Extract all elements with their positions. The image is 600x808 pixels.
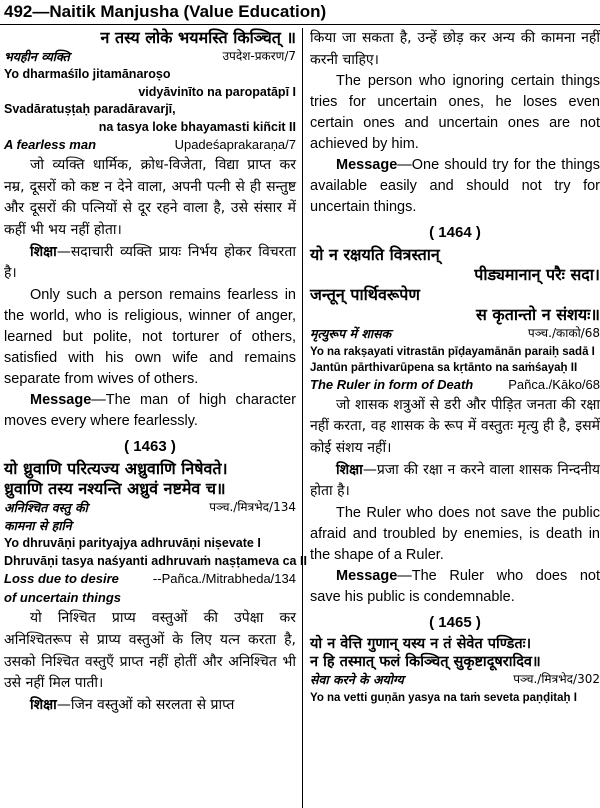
message-label: Message xyxy=(336,568,398,585)
english-paragraph: Only such a person remains fearless in the world, who is religious, winner of anger, learned but polite, not torturer of others, satisfied with his own wife and remains separate from wives of others. xyxy=(4,287,296,388)
shiksha-paragraph xyxy=(310,460,600,503)
label-title: अनिश्चित वस्तु की xyxy=(4,500,88,516)
hindi-paragraph: यो निश्चित प्राप्य वस्तुओं की उपेक्षा कर अनिश्चितरूप से प्राप्य वस्तुओं के लिए यत्न करता है, उसको निश्चित वस्तुएँ प्राप्त नहीं होतीं और अनिश्चित भी उसे नहीं मिल पाती। xyxy=(4,610,296,692)
label-source: पञ्च./काको/68 xyxy=(527,326,600,341)
label-title: मृत्युरूप में शासक xyxy=(310,326,392,342)
verse-line: यो न वेत्ति गुणान् यस्य न तं सेवेत पण्डितः। xyxy=(310,636,532,653)
verse-line: पीड्यमानान् परैः सदा। xyxy=(474,265,600,285)
verse-line: यो न रक्षयति वित्रस्तान् xyxy=(310,245,440,265)
hindi-paragraph: किया जा सकता है, उन्हें छोड़ कर अन्य की कामना नहीं करनी चाहिए। xyxy=(310,30,600,68)
transliteration-line: Dhruvāṇi tasya naśyanti adhruvaṁ naṣṭameva ca II xyxy=(4,553,307,568)
transliteration-line: Jantūn pārthivarūpena sa kṛtānto na saṁśayaḥ II xyxy=(310,361,578,374)
transliteration-line: Yo dhruvāṇi parityajya adhruvāṇi niṣevate I xyxy=(4,536,261,551)
message-text: —One should try for the things available easily and should not try for uncertain things. xyxy=(310,157,600,216)
hindi-paragraph: जो शासक शत्रुओं से डरी और पीड़ित जनता की रक्षा नहीं करता, वह शासक के रूप में वस्तुतः मृत्यु ही है, इसमें कोई संशय नहीं। xyxy=(310,396,600,457)
english-paragraph: The Ruler who does not save the public afraid and troubled by enemies, is death in the shape of a Ruler. xyxy=(310,505,600,564)
message-paragraph xyxy=(310,155,600,218)
transliteration-line: Yo na rakṣayati vitrastān pīḍayamānān paraiḥ sadā I xyxy=(310,345,595,358)
verse-label xyxy=(310,671,600,689)
label-title: भयहीन व्यक्ति xyxy=(4,49,70,64)
verse-line: जन्तून् पार्थिवरूपेण xyxy=(310,285,420,305)
shiksha-label: शिक्षा xyxy=(30,696,57,713)
verse-line: न हि तस्मात् फलं किञ्चित् सुकृष्टादूषरादिव॥ xyxy=(310,654,541,671)
label-source: पञ्च./मित्रभेद/302 xyxy=(513,672,600,687)
shiksha-text: —सदाचारी व्यक्ति प्रायः निर्भय होकर विचरता है। xyxy=(4,243,296,282)
shiksha-label: शिक्षा xyxy=(336,461,363,478)
label-source: उपदेश-प्रकरण/7 xyxy=(222,49,296,63)
label-source: पञ्च./मित्रभेद/134 xyxy=(209,500,296,515)
verse-label xyxy=(310,325,600,343)
verse-line: ध्रुवाणि तस्य नश्यन्ति अध्रुवं नष्टमेव च॥ xyxy=(4,479,226,499)
verse-line: स कृतान्तो न संशयः॥ xyxy=(476,305,600,325)
shiksha-paragraph xyxy=(4,242,296,285)
shiksha-label: शिक्षा xyxy=(30,243,57,260)
hindi-paragraph: जो व्यक्ति धार्मिक, क्रोध-विजेता, विद्या प्राप्त कर नम्र, दूसरों को कष्ट न देने वाला, अपनी पत्नी से ही सन्तुष्ट और दूसरों की पत्नियों से दूर रहने वाला है, उसे संसार में कहीं भी भय नहीं होता। xyxy=(4,156,296,239)
shiksha-text: —प्रजा की रक्षा न करने वाला शासक निन्दनीय होता है। xyxy=(310,461,600,500)
label-title: सेवा करने के अयोग्य xyxy=(310,672,404,688)
label-title: A fearless man xyxy=(4,137,97,153)
message-label: Message xyxy=(336,157,398,174)
transliteration-line: na tasya loke bhayamasti kiñcit II xyxy=(98,119,296,134)
transliteration-line: Yo na vetti guṇān yasya na taṁ seveta paṇḍitaḥ I xyxy=(310,691,577,704)
header-rule xyxy=(0,24,600,25)
transliteration-line: vidyāvinīto na paropatāpī I xyxy=(138,84,296,99)
verse-number: ( 1465 ) xyxy=(429,614,481,632)
verse-label xyxy=(310,376,600,395)
message-label: Message xyxy=(30,392,92,409)
label-title: The Ruler in form of Death xyxy=(310,376,474,392)
verse-line: न तस्य लोके भयमस्ति किञ्चित् ॥ xyxy=(100,28,296,47)
verse-label xyxy=(4,48,296,66)
page-number-title: 492—Naitik Manjusha (Value Education) xyxy=(4,2,327,21)
english-paragraph: The person who ignoring certain things tries for uncertain ones, he loses even certain ones and uncertain ones are not achieved by him. xyxy=(310,73,600,153)
verse-label-cont xyxy=(4,589,296,608)
label-source: Upadeśaprakaraṇa/7 xyxy=(174,137,296,153)
message-paragraph xyxy=(310,566,600,608)
right-column xyxy=(310,28,600,706)
left-column xyxy=(4,28,307,717)
page-header xyxy=(0,0,600,24)
verse-label xyxy=(4,136,296,155)
shiksha-text: —जिन वस्तुओं को सरलता से प्राप्त xyxy=(56,696,235,713)
label-source: Pañca./Kāko/68 xyxy=(508,376,600,392)
verse-label xyxy=(4,570,296,589)
message-text: —The Ruler who does not save his public is condemnable. xyxy=(310,568,600,606)
verse-label xyxy=(4,499,296,517)
column-divider xyxy=(302,28,303,808)
message-text: —The man of high character moves every where fearlessly. xyxy=(4,392,296,430)
transliteration-line: Yo dharmaśīlo jitamānaroṣo xyxy=(4,67,171,82)
verse-label-cont xyxy=(4,517,296,535)
shiksha-paragraph xyxy=(4,695,296,717)
label-source: --Pañca./Mitrabheda/134 xyxy=(152,571,296,587)
transliteration-line: Svadāratuṣṭaḥ paradāravarjī, xyxy=(4,102,176,117)
label-title: कामना से हानि xyxy=(4,518,72,534)
verse-number: ( 1463 ) xyxy=(124,438,176,456)
label-title: of uncertain things xyxy=(4,590,121,606)
message-paragraph xyxy=(4,390,296,432)
verse-number: ( 1464 ) xyxy=(429,224,481,242)
label-title: Loss due to desire xyxy=(4,571,119,587)
verse-line: यो ध्रुवाणि परित्यज्य अध्रुवाणि निषेवते। xyxy=(4,459,228,479)
